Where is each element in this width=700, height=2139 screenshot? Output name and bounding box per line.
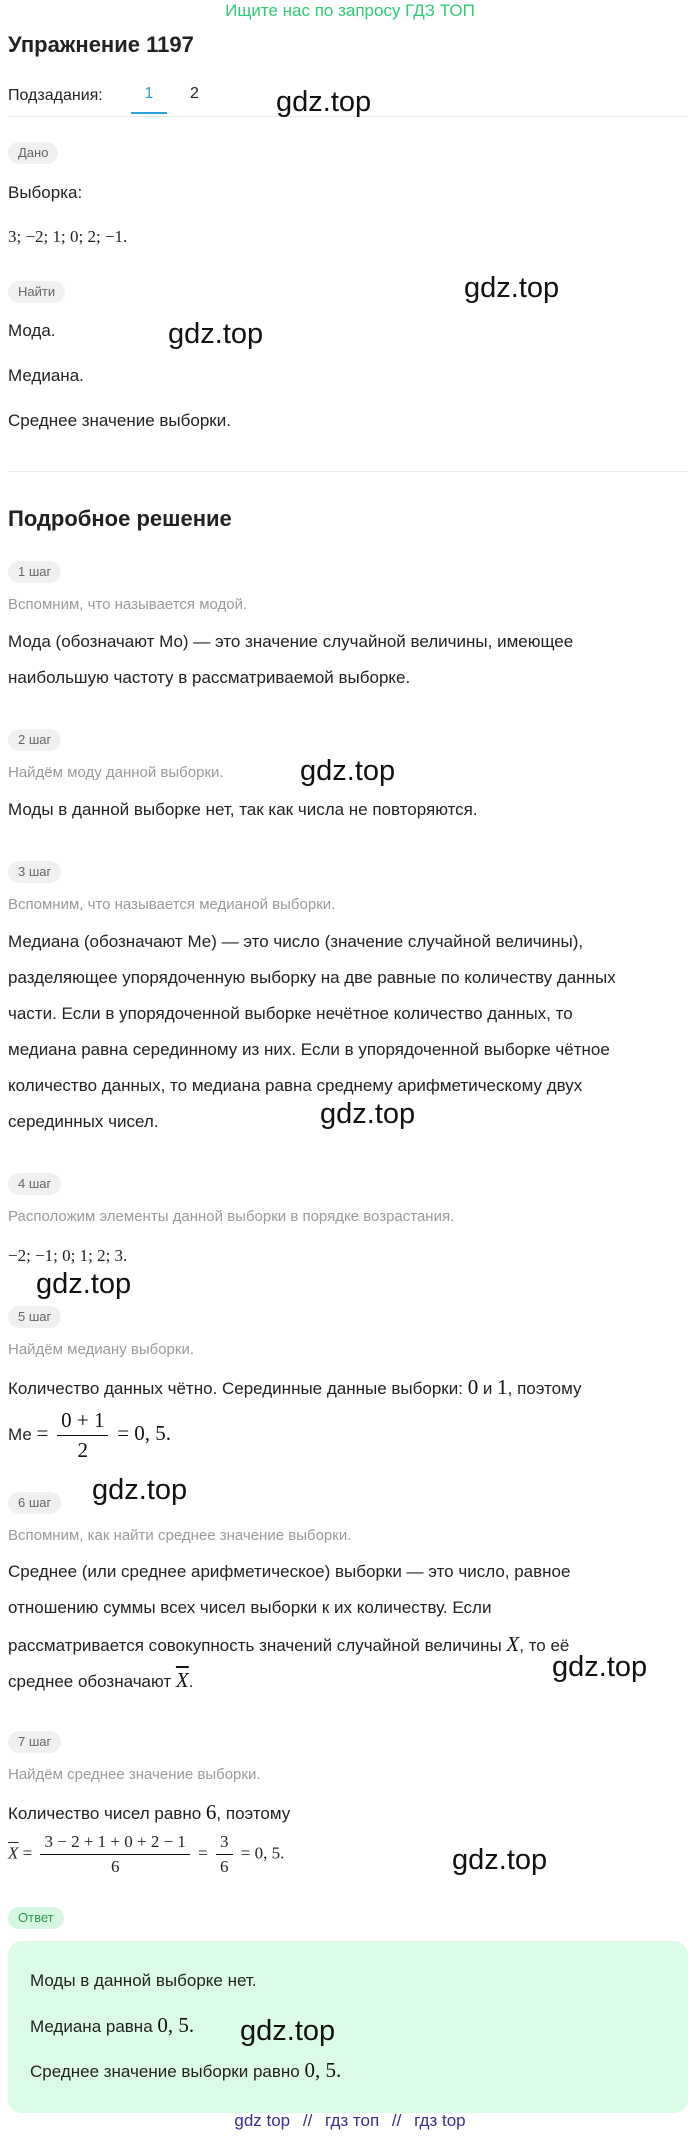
footer-separator: // — [302, 2111, 313, 2130]
step-text-part: . — [188, 1672, 194, 1691]
step-text-part: среднее обозначают — [8, 1672, 172, 1691]
footer-link[interactable]: gdz top — [234, 2111, 291, 2130]
step-badge: 1 шаг — [8, 561, 61, 583]
footer-separator: // — [391, 2111, 402, 2130]
page-title: Упражнение 1197 — [8, 32, 194, 57]
footer — [0, 2111, 700, 2131]
formula-fraction — [57, 1408, 108, 1463]
formula-fraction — [40, 1832, 189, 1877]
formula-fraction — [216, 1832, 233, 1877]
footer-link[interactable]: гдз top — [414, 2111, 466, 2130]
step-text: Медиана (обозначают Ме) — это число (значение случайной величины), — [8, 932, 584, 951]
step-hint: Вспомним, что называется модой. — [8, 596, 248, 613]
find-item: Мода. — [8, 321, 56, 340]
answer-value: 0, 5. — [157, 2013, 195, 2037]
step-text — [8, 1794, 290, 1832]
watermark: gdz.top — [168, 318, 264, 350]
answer-box — [8, 1941, 688, 2113]
formula-lhs: Ме — [8, 1424, 32, 1444]
subtasks-label: Подзадания: — [8, 87, 103, 104]
formula-lhs: $\overline{X}$ — [8, 1843, 19, 1863]
fraction-denominator: 6 — [220, 1857, 229, 1876]
step-text: наибольшую частоту в рассматриваемой выборке. — [8, 668, 411, 687]
given-badge: Дано — [8, 142, 58, 164]
step-text: медиана равна серединному из них. Если в упорядоченной выборке чётное — [8, 1040, 610, 1059]
watermark: gdz.top — [276, 86, 372, 118]
answer-badge: Ответ — [8, 1907, 64, 1929]
step-text: Мода (обозначают Мо) — это значение случайной величины, имеющее — [8, 632, 574, 651]
step-badge: 2 шаг — [8, 729, 61, 751]
step-text-part: и — [482, 1379, 493, 1398]
step-hint: Найдём среднее значение выборки. — [8, 1766, 261, 1783]
watermark: gdz.top — [452, 1844, 548, 1876]
answer-text: Среднее значение выборки равно — [30, 2062, 300, 2081]
median-formula — [8, 1408, 171, 1463]
step-text: отношению суммы всех чисел выборки к их количеству. Если — [8, 1598, 492, 1617]
find-badge: Найти — [8, 281, 65, 303]
footer-link[interactable]: гдз топ — [325, 2111, 380, 2130]
find-item: Среднее значение выборки. — [8, 411, 231, 430]
watermark: gdz.top — [320, 1098, 416, 1130]
step-text: количество данных, то медиана равна среднему арифметическому двух — [8, 1076, 583, 1095]
formula-eq: = — [36, 1420, 49, 1445]
answer-text: Медиана равна — [30, 2017, 153, 2036]
step-hint: Вспомним, что называется медианой выборки. — [8, 896, 336, 913]
step-text-part: рассматривается совокупность значений случайной величины — [8, 1636, 502, 1655]
math-mean-symbol: $\overline{X}$ — [175, 1668, 189, 1692]
fraction-numerator: 0 + 1 — [57, 1408, 108, 1436]
step-badge: 5 шаг — [8, 1306, 61, 1328]
step-text-part: Количество данных чётно. Серединные данные выборки: — [8, 1379, 463, 1398]
math-value: 0 — [467, 1375, 479, 1399]
search-banner: Ищите нас по запросу ГДЗ ТОП — [225, 1, 475, 20]
step-text: Среднее (или среднее арифметическое) выборки — это число, равное — [8, 1562, 571, 1581]
step-text: Моды в данной выборке нет, так как числа не повторяются. — [8, 800, 478, 819]
step-badge: 6 шаг — [8, 1492, 61, 1514]
fraction-numerator: 3 − 2 + 1 + 0 + 2 − 1 — [40, 1832, 189, 1855]
watermark: gdz.top — [552, 1651, 648, 1683]
fraction-numerator: 3 — [216, 1832, 233, 1855]
formula-rhs: = 0, 5. — [240, 1843, 285, 1863]
math-value: 1 — [497, 1375, 508, 1399]
step-text-part: Количество чисел равно — [8, 1804, 202, 1823]
answer-line — [30, 2007, 194, 2045]
step-hint: Найдём медиану выборки. — [8, 1341, 195, 1358]
step-text — [8, 1626, 569, 1664]
step-text-part: , поэтому — [216, 1804, 291, 1823]
answer-line — [30, 2052, 341, 2090]
step-text: разделяющее упорядоченную выборку на две равные по количеству данных — [8, 968, 616, 987]
watermark: gdz.top — [92, 1474, 188, 1506]
math-variable: X — [506, 1632, 520, 1656]
step-badge: 3 шаг — [8, 861, 61, 883]
formula-eq: = — [22, 1843, 33, 1863]
watermark: gdz.top — [464, 272, 560, 304]
step-text — [8, 1662, 193, 1700]
subtask-tab-1[interactable]: 1 — [131, 85, 167, 114]
step-text: серединных чисел. — [8, 1112, 159, 1131]
step-text: части. Если в упорядоченной выборке нечётное количество данных, то — [8, 1004, 573, 1023]
formula-eq: = — [198, 1843, 208, 1863]
step-badge: 7 шаг — [8, 1731, 61, 1753]
fraction-denominator: 2 — [77, 1438, 89, 1462]
step-hint: Вспомним, как найти среднее значение выборки. — [8, 1527, 352, 1544]
find-item: Медиана. — [8, 366, 84, 385]
step-hint: Расположим элементы данной выборки в порядке возрастания. — [8, 1208, 455, 1225]
fraction-denominator: 6 — [110, 1857, 120, 1876]
answer-line: Моды в данной выборке нет. — [30, 1971, 257, 1990]
step-text-part: , поэтому — [507, 1379, 582, 1398]
watermark: gdz.top — [300, 755, 396, 787]
sorted-sample: −2; −1; 0; 1; 2; 3. — [8, 1246, 128, 1265]
step-hint: Найдём моду данной выборки. — [8, 764, 224, 781]
subtask-tab-2[interactable]: 2 — [190, 85, 199, 102]
step-text — [8, 1369, 582, 1407]
given-sample-label: Выборка: — [8, 183, 83, 202]
watermark: gdz.top — [240, 2015, 336, 2047]
solution-title: Подробное решение — [8, 506, 232, 531]
step-text-part: , то её — [519, 1636, 570, 1655]
answer-value: 0, 5. — [304, 2058, 342, 2082]
divider — [8, 471, 688, 472]
mean-formula — [8, 1832, 284, 1877]
math-value: 6 — [205, 1800, 217, 1824]
formula-rhs: = 0, 5. — [117, 1420, 172, 1445]
watermark: gdz.top — [36, 1268, 132, 1300]
step-badge: 4 шаг — [8, 1173, 61, 1195]
given-sample-values: 3; −2; 1; 0; 2; −1. — [8, 227, 128, 246]
